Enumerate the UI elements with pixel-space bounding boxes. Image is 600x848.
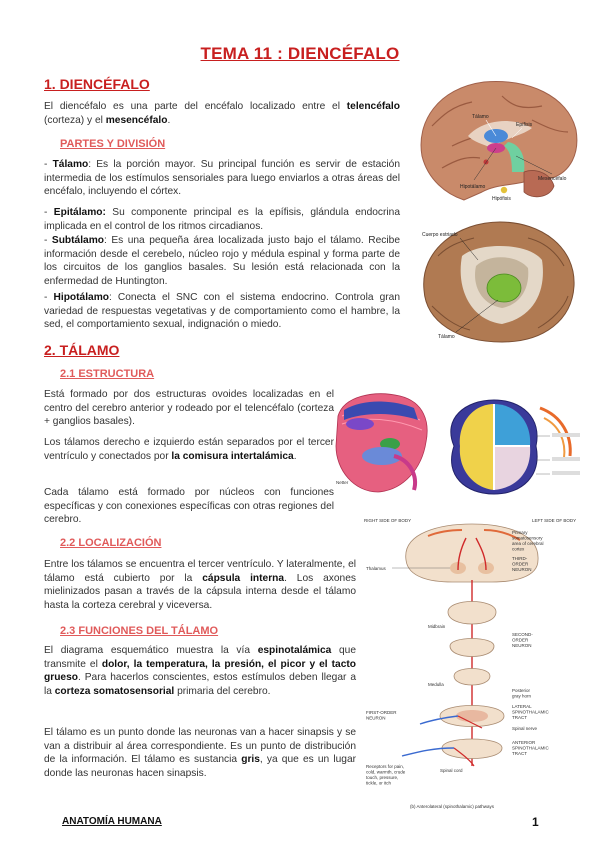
svg-text:Netter: Netter: [336, 480, 349, 485]
list-item-epitalamo: - Epitálamo: Su componente principal es la epífisis, glándula endocrina implicada en el control de los ritmos circadianos.: [44, 207, 400, 232]
label-left-side: LEFT SIDE OF BODY: [532, 518, 577, 523]
localizacion-heading: 2.2 LOCALIZACIÓN: [60, 537, 162, 549]
thalamus-3d-figure: [334, 386, 430, 498]
thalamus-shape: [487, 274, 521, 302]
list-item-hipotalamo: - Hipotálamo: Conecta el SNC con el sistema endocrino. Controla gran variedad de respuestas vegetativas y de comportamiento como el hambre, la sed, el comportamiento sexual, indignación o miedo.: [44, 292, 400, 331]
label-epifisis: Epífisis: [516, 122, 533, 128]
label-lateral-tract: LATERAL SPINOTHALAMIC TRACT: [512, 704, 549, 720]
pituitary-shape: [501, 187, 507, 193]
label-receptors: Receptors for pain, cold, warmth, crude touch, pressure, tickle, or itch: [366, 764, 406, 786]
estructura-paragraph-3: Cada tálamo está formado por núcleos con funciones específicas y con conexiones específicas con otras regiones del cerebro.: [44, 487, 334, 526]
estructura-heading: 2.1 ESTRUCTURA: [60, 368, 155, 380]
label-anterior-tract: ANTERIOR SPINOTHALAMIC TRACT: [512, 740, 549, 756]
funciones-paragraph-2: El tálamo es un punto donde las neuronas van a hacer sinapsis y se van a distribuir al área correspondiente. Es un punto de distribución de la información. El tálamo es sustancia gris, ya que es un lugar donde las neuronas hacen sinapsis.: [44, 727, 357, 779]
label-first-order: FIRST-ORDER NEURON: [366, 710, 397, 721]
funciones-paragraph-1: El diagrama esquemático muestra la vía espinotalámica que transmite el dolor, la temperatura, la presión, el picor y el tacto grueso. Para hacerlos conscientes, estos estímulos deben llegar a la corteza somatosensorial primaria del cerebro.: [44, 645, 357, 697]
label-hipotalamo: Hipotálamo: [460, 184, 486, 190]
list-item-subtalamo: - Subtálamo: Es una pequeña área localizada justo bajo el tálamo. Recibe información desde el cerebelo, núcleo rojo y médula espinal y forma parte de los circuitos de los ganglios basales. Su lesión está relacionada con la enfermedad de Huntington.: [44, 235, 400, 287]
label-cuerpo-estriado: Cuerpo estriado: [422, 232, 458, 238]
list-item-talamo: - Tálamo: Es la porción mayor. Su principal función es servir de estación intermedia de los estímulos sensoriales para luego enviarlos a otras áreas del encéfalo, incluyendo el córtex.: [44, 159, 400, 198]
section-2-heading: 2. TÁLAMO: [44, 342, 120, 358]
section-1-intro: El diencéfalo es una parte del encéfalo localizado entre el telencéfalo (corteza) y el mesencéfalo.: [44, 101, 400, 126]
localizacion-paragraph: Entre los tálamos se encuentra el tercer ventrículo. Y lateralmente, el tálamo está cubierto por la cápsula interna. Los axones mielinizados pasan a través de la cápsula interna desde el tálamo hasta la corteza cerebral y viceversa.: [44, 559, 356, 611]
coronal-brain-figure: [418, 216, 580, 346]
pathway-caption: (b) Anterolateral (spinothalamic) pathways: [410, 804, 495, 809]
label-primary-cortex: Primary somatosensory area of cerebral cortex: [512, 530, 544, 552]
label-spinal-cord: Spinal cord: [440, 768, 463, 773]
label-midbrain: Midbrain: [428, 624, 446, 629]
label-talamo-coronal: Tálamo: [438, 334, 455, 340]
footer-course: ANATOMÍA HUMANA: [62, 816, 162, 827]
label-mesencefalo: Mesencéfalo: [538, 176, 567, 182]
label-third-order: THIRD-ORDER NEURON: [512, 556, 532, 572]
label-hipofisis: Hipófisis: [492, 196, 511, 202]
section-1-heading: 1. DIENCÉFALO: [44, 76, 150, 92]
thalamus-schematic-figure: [432, 396, 586, 496]
partes-heading: PARTES Y DIVISIÓN: [60, 138, 166, 150]
estructura-paragraph-1: Está formado por dos estructuras ovoides localizadas en el centro del cerebro anterior y rodeado por el telencéfalo (corteza + ganglios basales).: [44, 389, 334, 428]
spinothalamic-pathway-figure: [362, 516, 586, 810]
sagittal-brain-figure: [412, 76, 582, 212]
label-spinal-nerve: Spinal nerve: [512, 726, 538, 731]
label-right-side: RIGHT SIDE OF BODY: [364, 518, 412, 523]
document-title: TEMA 11 : DIENCÉFALO: [200, 44, 400, 63]
page-number: 1: [532, 815, 539, 829]
label-thalamus: Thalamus: [366, 566, 386, 571]
label-talamo: Tálamo: [472, 114, 489, 120]
funciones-heading: 2.3 FUNCIONES DEL TÁLAMO: [60, 625, 219, 637]
estructura-paragraph-2: Los tálamos derecho e izquierdo están separados por el tercer ventrículo y conectados por la comisura intertalámica.: [44, 437, 334, 462]
label-posterior-gray: Posterior gray horn: [512, 688, 532, 699]
label-medulla: Medulla: [428, 682, 444, 687]
label-second-order: SECOND-ORDER NEURON: [512, 632, 533, 648]
